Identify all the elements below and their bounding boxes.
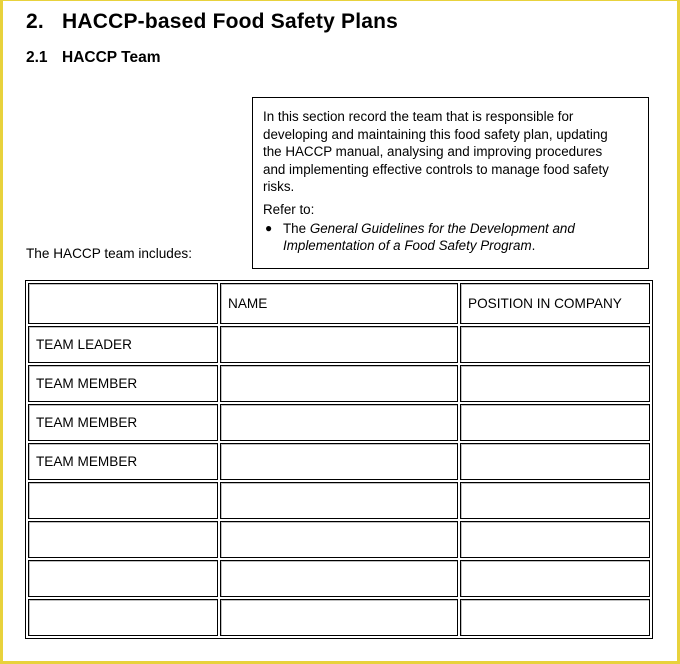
table-row	[28, 599, 650, 636]
position-cell[interactable]	[460, 521, 650, 558]
reference-suffix: .	[531, 238, 536, 254]
position-cell[interactable]	[460, 443, 650, 480]
subsection-title: HACCP Team	[62, 49, 161, 66]
bullet-icon: ●	[265, 220, 273, 235]
name-cell[interactable]	[220, 326, 458, 363]
header-cell-name: NAME	[220, 283, 458, 324]
role-cell[interactable]	[28, 599, 218, 636]
name-cell[interactable]	[220, 482, 458, 519]
role-cell: TEAM LEADER	[28, 326, 218, 363]
role-cell[interactable]	[28, 521, 218, 558]
subsection-heading	[26, 49, 160, 67]
role-cell[interactable]	[28, 560, 218, 597]
position-cell[interactable]	[460, 404, 650, 441]
role-cell[interactable]	[28, 482, 218, 519]
instructions-line-2: developing and maintaining this food safety plan, updating	[263, 126, 608, 142]
haccp-team-table	[25, 280, 653, 639]
position-cell[interactable]	[460, 365, 650, 402]
table-row	[28, 560, 650, 597]
instructions-line-5: risks.	[263, 179, 295, 195]
reference-title-line-1: General Guidelines for the Development and	[309, 220, 575, 236]
role-cell: TEAM MEMBER	[28, 365, 218, 402]
instructions-line-3: the HACCP manual, analysing and improving procedures	[263, 144, 603, 160]
role-cell: TEAM MEMBER	[28, 443, 218, 480]
reference-prefix: The	[283, 220, 307, 236]
name-cell[interactable]	[220, 443, 458, 480]
reference-item	[265, 220, 638, 255]
position-cell[interactable]	[460, 482, 650, 519]
position-cell[interactable]	[460, 599, 650, 636]
table-row	[28, 326, 650, 363]
subsection-number: 2.1	[26, 49, 48, 66]
instructions-box	[252, 97, 649, 269]
position-cell[interactable]	[460, 326, 650, 363]
name-cell[interactable]	[220, 365, 458, 402]
header-cell-role	[28, 283, 218, 324]
table-row	[28, 521, 650, 558]
table-row	[28, 404, 650, 441]
section-heading	[26, 10, 398, 34]
section-title: HACCP-based Food Safety Plans	[62, 10, 399, 33]
refer-to-label: Refer to:	[263, 201, 315, 217]
instructions-text	[263, 108, 638, 196]
header-cell-position: POSITION IN COMPANY	[460, 283, 650, 324]
instructions-line-4: and implementing effective controls to manage food safety	[263, 161, 609, 177]
section-number: 2.	[26, 10, 44, 33]
table-row	[28, 365, 650, 402]
table-row	[28, 443, 650, 480]
position-cell[interactable]	[460, 560, 650, 597]
reference-title-line-2: Implementation of a Food Safety Program	[283, 238, 532, 254]
reference-list	[263, 220, 638, 255]
role-cell: TEAM MEMBER	[28, 404, 218, 441]
instructions-line-1: In this section record the team that is responsible for	[263, 109, 574, 124]
name-cell[interactable]	[220, 404, 458, 441]
table-row	[28, 482, 650, 519]
name-cell[interactable]	[220, 599, 458, 636]
name-cell[interactable]	[220, 521, 458, 558]
team-includes-label: The HACCP team includes:	[26, 246, 192, 261]
name-cell[interactable]	[220, 560, 458, 597]
table-header-row	[28, 283, 650, 324]
